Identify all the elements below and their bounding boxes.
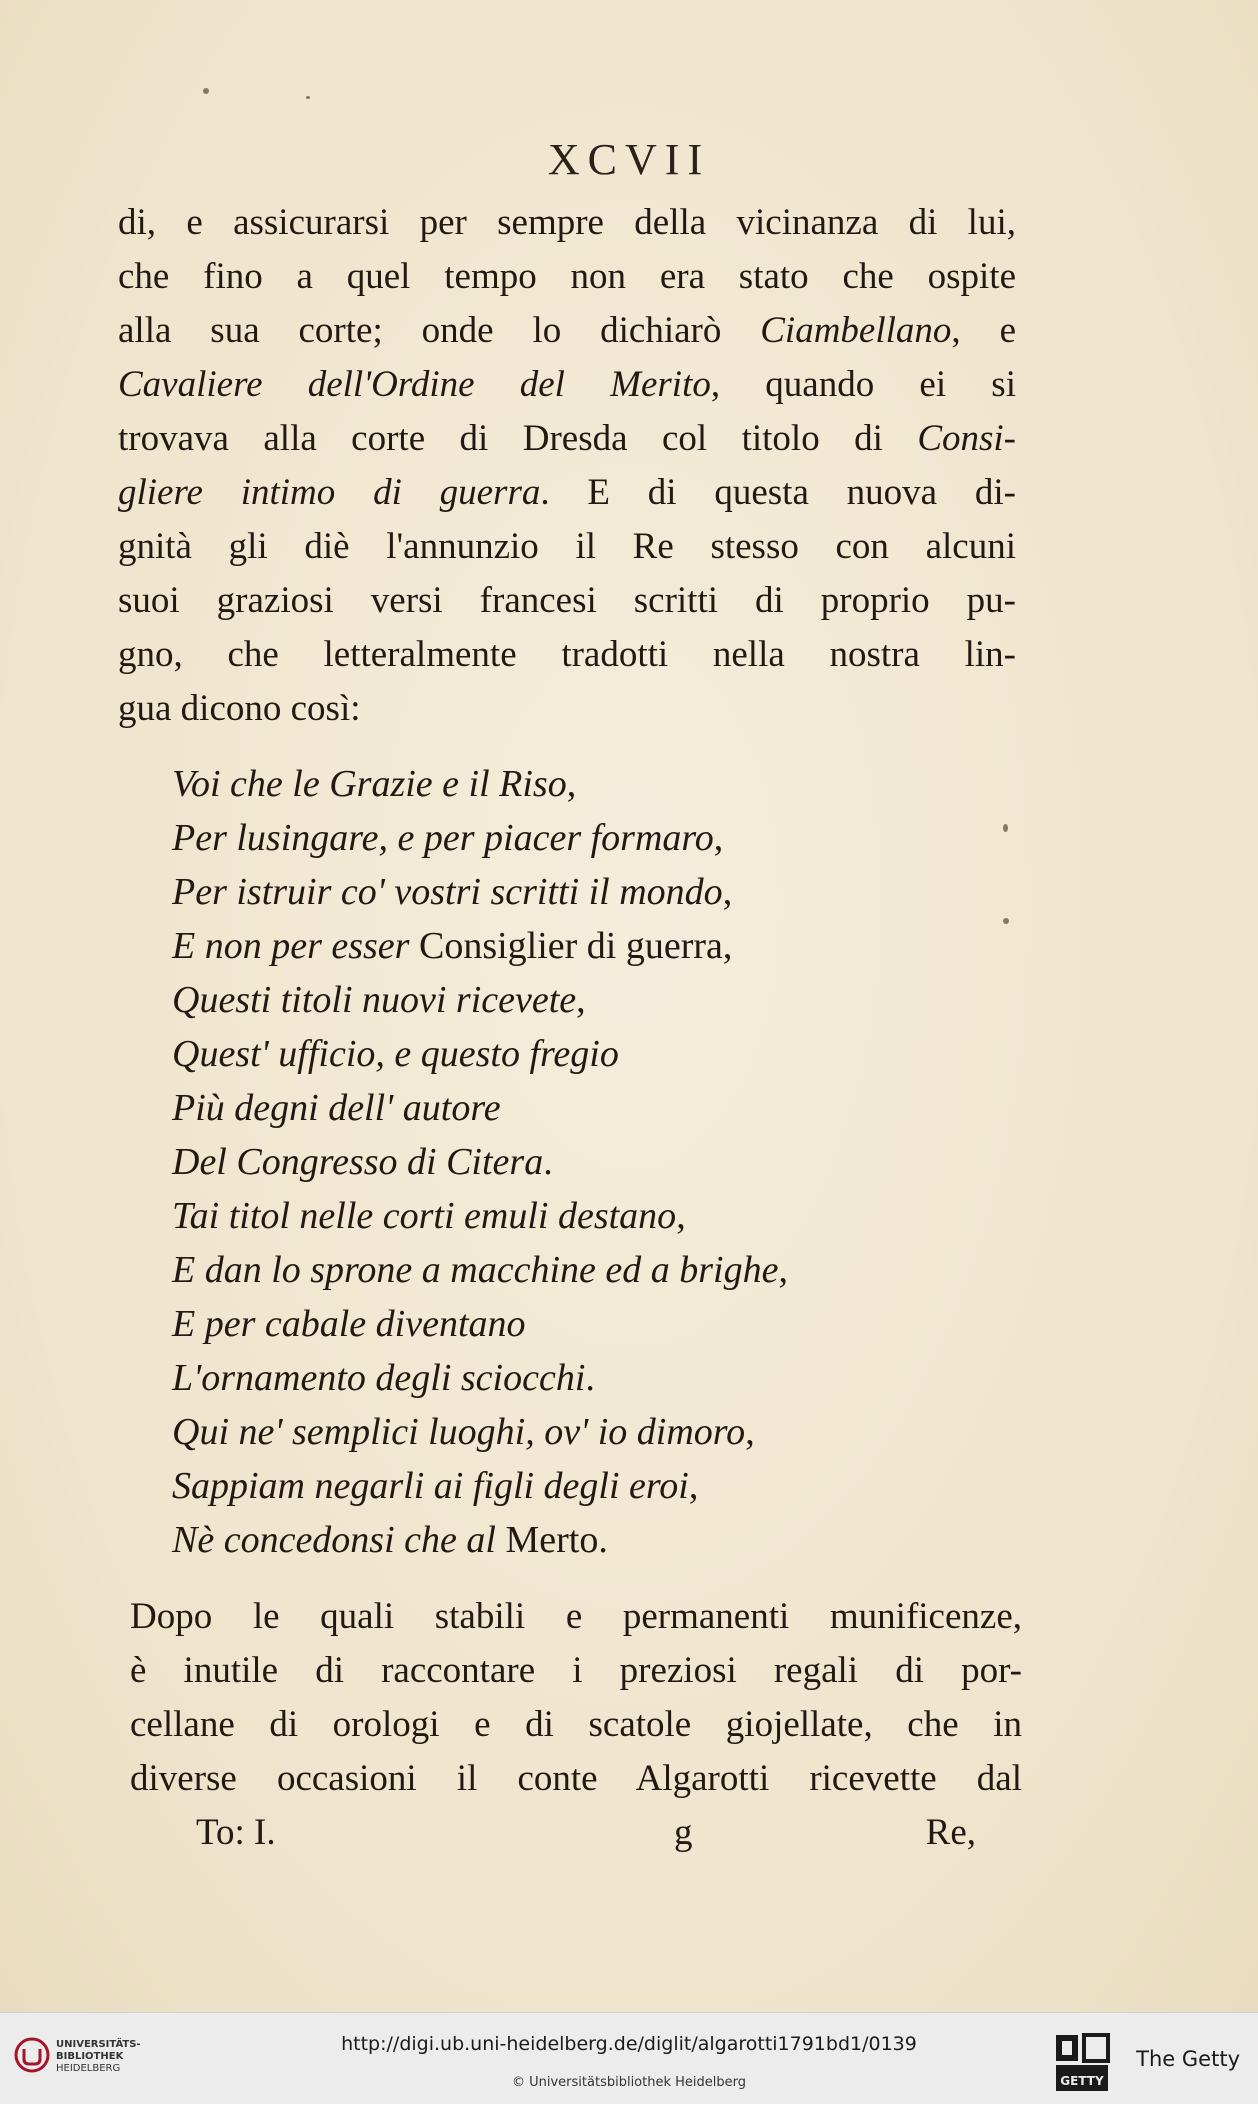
text-line: [118, 250, 1016, 304]
text-run: suoi graziosi versi francesi scritti di proprio pu-: [118, 580, 1016, 621]
volume-mark: To: I.: [196, 1812, 276, 1853]
page-signature-row: [196, 1806, 976, 1860]
verse-line: [172, 757, 1032, 811]
italic-run: L'ornamento degli sciocchi: [172, 1357, 586, 1399]
viewer-footer: [0, 2012, 1258, 2104]
italic-run: Più degni dell' autore: [172, 1087, 501, 1129]
text-run: gua dicono così:: [118, 688, 361, 729]
italic-run: Per istruir co' vostri scritti il mondo: [172, 871, 723, 913]
verse-block: [172, 757, 1032, 1567]
italic-run: Nè concedonsi che al: [172, 1519, 506, 1561]
text-line: [118, 304, 1016, 358]
text-run: gno, che letteralmente tradotti nella nostra lin-: [118, 634, 1016, 675]
text-line: [118, 574, 1016, 628]
italic-run: gliere intimo di guerra: [118, 472, 541, 513]
scan-speck: [203, 88, 209, 94]
italic-run: Qui ne' semplici luoghi, ov' io dimoro: [172, 1411, 746, 1453]
text-line: [118, 520, 1016, 574]
sponsor-name: The Getty: [1136, 2047, 1240, 2071]
getty-logo-icon[interactable]: [1054, 2033, 1110, 2093]
verse-line: [172, 1297, 1032, 1351]
italic-run: Per lusingare, e per piacer formaro: [172, 817, 714, 859]
text-line: [130, 1644, 1022, 1698]
text-run: Merto.: [505, 1519, 608, 1561]
text-run: ,: [713, 817, 724, 859]
italic-run: Consi-: [917, 418, 1016, 459]
text-run: che fino a quel tempo non era stato che ospite: [118, 256, 1016, 297]
italic-run: Ciambellano: [760, 310, 952, 351]
text-run: .: [543, 1141, 553, 1183]
text-line: [118, 628, 1016, 682]
verse-line: [172, 865, 1032, 919]
verse-line: [172, 1081, 1032, 1135]
text-line: [118, 196, 1016, 250]
verse-line: [172, 1513, 1032, 1567]
italic-run: Sappiam negarli ai figli degli eroi: [172, 1465, 689, 1507]
text-run: di, e assicurarsi per sempre della vicinanza di lui,: [118, 202, 1016, 243]
text-run: alla sua corte; onde lo dichiarò: [118, 310, 761, 351]
text-line: [130, 1752, 1022, 1806]
text-run: trovava alla corte di Dresda col titolo di: [118, 418, 918, 459]
text-run: , e: [951, 310, 1016, 351]
text-line: [118, 682, 1016, 736]
text-run: è inutile di raccontare i preziosi regali di por-: [130, 1650, 1022, 1691]
text-line: [118, 466, 1016, 520]
italic-run: E non per esser: [172, 925, 419, 967]
verse-line: [172, 1243, 1032, 1297]
italic-run: Questi titoli nuovi ricevete: [172, 979, 577, 1021]
verse-line: [172, 919, 1032, 973]
italic-run: Tai titol nelle corti emuli destano: [172, 1195, 677, 1237]
text-line: [118, 358, 1016, 412]
verse-line: [172, 1189, 1032, 1243]
text-run: ,: [745, 1411, 755, 1453]
signature-mark: g: [674, 1812, 693, 1853]
verse-line: [172, 1459, 1032, 1513]
italic-run: Del Congresso di Citera: [172, 1141, 544, 1183]
text-run: Dopo le quali stabili e permanenti munificenze,: [130, 1596, 1022, 1637]
text-line: [130, 1698, 1022, 1752]
text-run: cellane di orologi e di scatole giojellate, che in: [130, 1704, 1022, 1745]
text-run: , quando ei si: [710, 364, 1016, 405]
italic-run: E dan lo sprone a macchine ed a brighe: [172, 1249, 779, 1291]
text-run: Consiglier di guerra,: [418, 925, 733, 967]
verse-line: [172, 973, 1032, 1027]
text-run: ,: [722, 871, 733, 913]
verse-line: [172, 1027, 1032, 1081]
text-run: diverse occasioni il conte Algarotti ricevette dal: [130, 1758, 1022, 1799]
copyright-notice: © Universitätsbibliothek Heidelberg: [511, 2075, 746, 2090]
logo-line: BIBLIOTHEK: [56, 2051, 124, 2062]
text-run: .: [585, 1357, 595, 1399]
text-line: [130, 1590, 1022, 1644]
verse-line: [172, 1135, 1032, 1189]
logo-line: HEIDELBERG: [56, 2063, 121, 2074]
verse-line: [172, 1405, 1032, 1459]
text-run: ,: [576, 979, 586, 1021]
italic-run: E per cabale diventano: [172, 1303, 526, 1345]
text-run: gnità gli diè l'annunzio il Re stesso con alcuni: [118, 526, 1016, 567]
getty-logo-text: GETTY: [1060, 2074, 1104, 2088]
permalink-url[interactable]: http://digi.ub.uni-heidelberg.de/diglit/algarotti1791bd1/0139: [341, 2033, 917, 2055]
text-run: ,: [778, 1249, 788, 1291]
italic-run: Cavaliere dell'Ordine del Merito: [118, 364, 711, 405]
text-run: . E di questa nuova di-: [540, 472, 1016, 513]
page-number: XCVII: [547, 135, 711, 184]
paragraph-1: [118, 196, 1016, 736]
italic-run: Quest' ufficio, e questo fregio: [172, 1033, 619, 1075]
scan-speck: [306, 96, 310, 99]
verse-line: [172, 1351, 1032, 1405]
text-run: ,: [566, 763, 577, 805]
text-line: [118, 412, 1016, 466]
italic-run: Voi che le Grazie e il Riso: [172, 763, 567, 805]
logo-line: UNIVERSITÄTS-: [56, 2039, 141, 2050]
text-run: ,: [688, 1465, 699, 1507]
catchword: Re,: [925, 1812, 976, 1853]
verse-line: [172, 811, 1032, 865]
text-run: ,: [676, 1195, 686, 1237]
paragraph-2: [130, 1590, 1022, 1806]
